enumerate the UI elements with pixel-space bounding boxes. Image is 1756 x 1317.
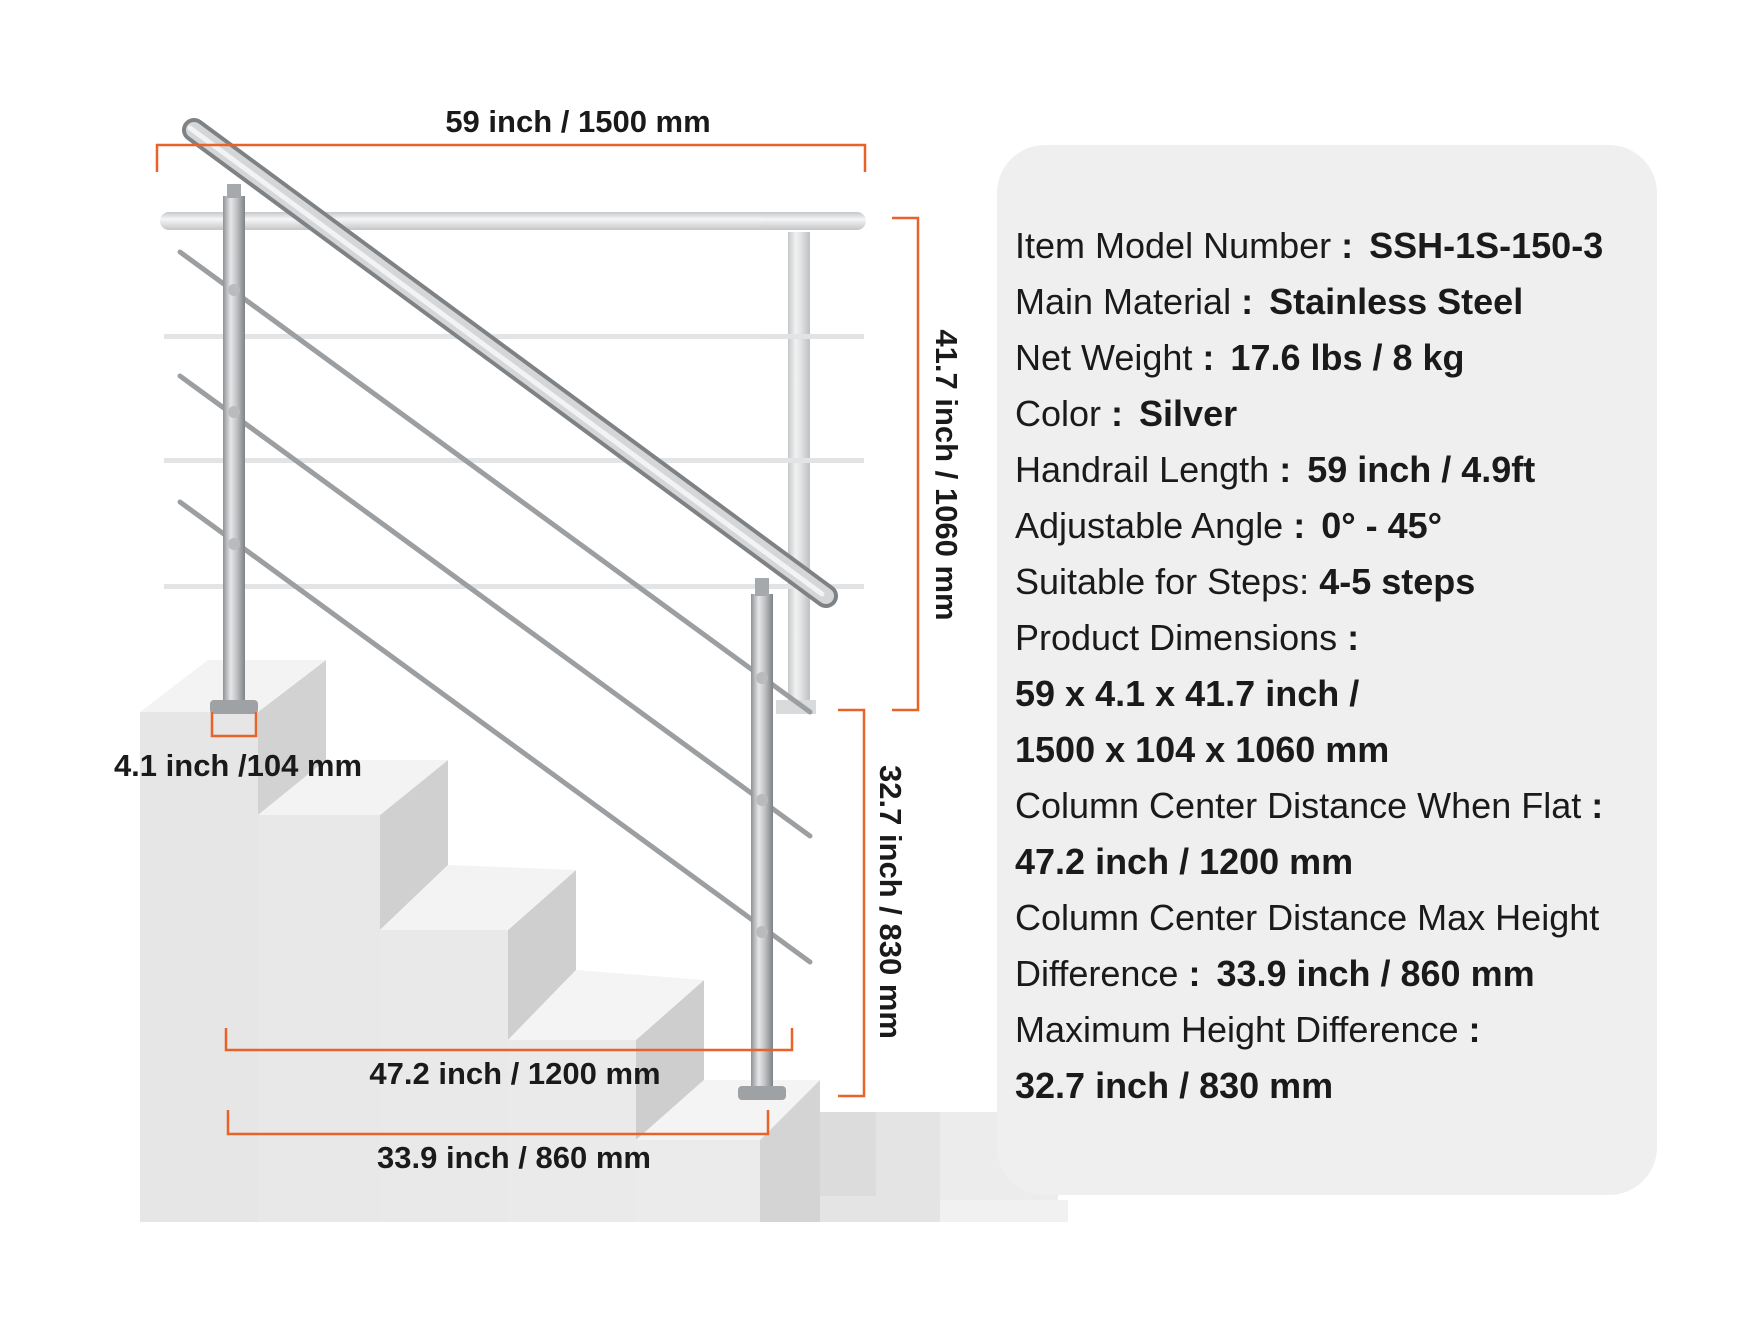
- spec-center-flat-value: 47.2 inch / 1200 mm: [1015, 841, 1354, 882]
- spec-color-label: Color: [1015, 393, 1102, 434]
- dim-handrail-length-label: 59 inch / 1500 mm: [445, 104, 711, 139]
- spec-separator: :: [1591, 785, 1604, 826]
- spec-dimensions-label: Product Dimensions: [1015, 617, 1338, 658]
- dim-total-height-line: [892, 218, 918, 710]
- spec-angle-value: 0° - 45°: [1321, 505, 1443, 546]
- spec-separator: :: [1241, 281, 1254, 322]
- spec-separator: :: [1347, 617, 1360, 658]
- spec-separator: :: [1202, 337, 1215, 378]
- spec-model: [1015, 218, 1675, 274]
- spec-angle: [1015, 498, 1675, 554]
- right-post: [738, 578, 786, 1100]
- spec-material-label: Main Material: [1015, 281, 1232, 322]
- staircase: [140, 660, 1068, 1222]
- spec-dimensions-value-2: [1015, 722, 1675, 778]
- spec-separator: :: [1293, 505, 1306, 546]
- dim-base-diameter-label: 4.1 inch /104 mm: [113, 748, 363, 783]
- spec-dimensions-value-line2: 1500 x 104 x 1060 mm: [1015, 729, 1390, 770]
- dim-post-height-line: [838, 710, 864, 1096]
- spec-steps-value: 4-5 steps: [1319, 561, 1476, 602]
- left-post: [210, 184, 258, 714]
- spec-steps: [1015, 554, 1675, 610]
- spec-center-max: [1015, 890, 1675, 946]
- spec-angle-label: Adjustable Angle: [1015, 505, 1284, 546]
- dim-post-height-label: 32.7 inch / 830 mm: [873, 765, 908, 1039]
- spec-weight: [1015, 330, 1675, 386]
- spec-model-value: SSH-1S-150-3: [1369, 225, 1604, 266]
- spec-center-flat: [1015, 778, 1675, 834]
- spec-steps-label: Suitable for Steps:: [1015, 561, 1310, 602]
- spec-material-value: Stainless Steel: [1269, 281, 1524, 322]
- spec-material: [1015, 274, 1675, 330]
- spec-handrail-label: Handrail Length: [1015, 449, 1270, 490]
- dim-total-height-label: 41.7 inch / 1060 mm: [929, 329, 964, 621]
- spec-handrail-value: 59 inch / 4.9ft: [1307, 449, 1536, 490]
- spec-color-value: Silver: [1139, 393, 1238, 434]
- spec-separator: :: [1468, 1009, 1481, 1050]
- spec-separator: :: [1279, 449, 1292, 490]
- spec-center-max-row2: [1015, 946, 1675, 1002]
- spec-dimensions-value-line1: 59 x 4.1 x 41.7 inch /: [1015, 673, 1360, 714]
- spec-model-label: Item Model Number: [1015, 225, 1332, 266]
- spec-max-height-diff-value: 32.7 inch / 830 mm: [1015, 1065, 1334, 1106]
- spec-separator: :: [1188, 953, 1201, 994]
- spec-dimensions: [1015, 610, 1675, 666]
- spec-center-max-label-line1: Column Center Distance Max Height: [1015, 897, 1600, 938]
- spec-dimensions-value-1: [1015, 666, 1675, 722]
- spec-weight-value: 17.6 lbs / 8 kg: [1230, 337, 1465, 378]
- spec-center-max-label-line2: Difference: [1015, 953, 1179, 994]
- spec-max-height-diff: [1015, 1002, 1675, 1058]
- spec-separator: :: [1111, 393, 1124, 434]
- spec-separator: :: [1341, 225, 1354, 266]
- angled-handrail: [190, 128, 826, 596]
- spec-center-max-value: 33.9 inch / 860 mm: [1216, 953, 1535, 994]
- spec-center-flat-label: Column Center Distance When Flat: [1015, 785, 1582, 826]
- spec-color: [1015, 386, 1675, 442]
- spec-weight-label: Net Weight: [1015, 337, 1193, 378]
- spec-max-height-diff-value-row: [1015, 1058, 1675, 1114]
- spec-center-flat-value-row: [1015, 834, 1675, 890]
- spec-handrail: [1015, 442, 1675, 498]
- dim-center-angled-label: 33.9 inch / 860 mm: [377, 1140, 651, 1175]
- spec-max-height-diff-label: Maximum Height Difference: [1015, 1009, 1459, 1050]
- dim-center-flat-label: 47.2 inch / 1200 mm: [369, 1056, 661, 1091]
